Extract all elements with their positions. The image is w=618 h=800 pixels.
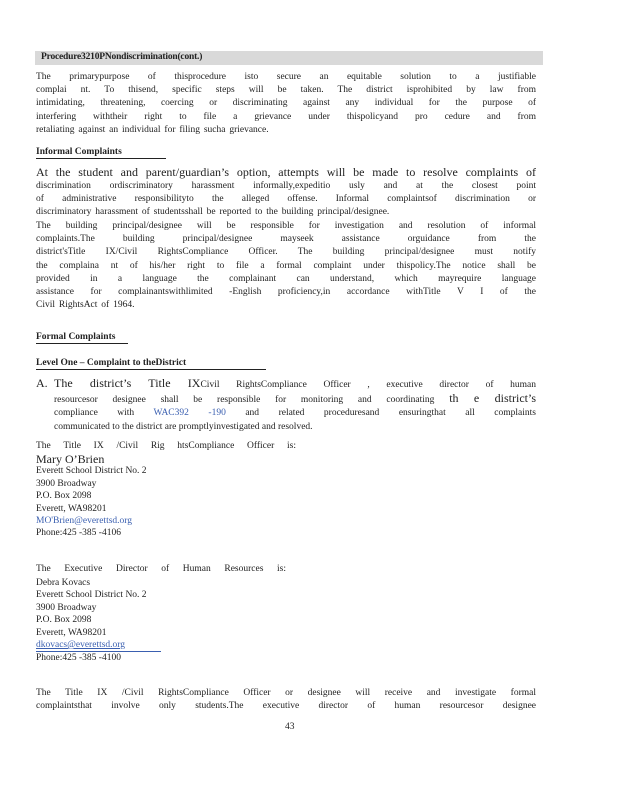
officer-street: 3900 Broadway [36,478,97,489]
officer-org: Everett School District No. 2 [36,466,147,477]
item-a-line-2 [54,392,536,407]
informal-paragraph-2 [36,220,536,312]
hr-street: 3900 Broadway [36,602,97,613]
officer-po: P.O. Box 2098 [36,491,92,502]
hr-address [36,577,161,665]
informal2-line: complaints.The building principal/designee mayseek assistance orguidance from the [36,234,536,245]
formal-complaints-heading: Formal Complaints [36,332,128,344]
intro-line: retaliating against an individual for filing sucha grievance. [36,124,269,135]
intro-line: intimidating, threatening, coercing or discriminating against any individual for the purpose of [36,98,536,109]
officer-email-link[interactable]: MO'Brien@everettsd.org [36,516,133,527]
hr-po: P.O. Box 2098 [36,615,92,626]
officer-name: Mary O’Brien [36,452,105,466]
intro-line: interfering withtheir right to file a grievance under thispolicyand pro cedure and from [36,111,536,122]
item-a-line-4: communicated to the district are promptlyinvestigated and resolved. [54,421,313,432]
closing-line: The Title IX /Civil RightsCompliance Officer or designee will receive and investigate formal [36,688,536,698]
item-a-line-1-rest: Civil RightsCompliance Officer , executive director of human [200,380,536,390]
informal2-line: provided in a language the complainant can understand, which mayrequire language [36,273,536,284]
intro-line: The primarypurpose of thisprocedure isto secure an equitable solution to a justifiable [36,72,536,82]
intro-line: complai nt. To thisend, specific steps will be taken. The district isprohibited by law from [36,85,536,96]
hr-intro-line: The Executive Director of Human Resources is: [36,564,286,574]
hr-email-link[interactable]: dkovacs@everettsd.org [36,640,126,651]
informal2-line: district'sTitle IX/Civil RightsCompliance Officer. The building principal/designee must notify [36,247,536,258]
item-a [36,377,536,434]
closing-paragraph [36,687,536,713]
hr-city: Everett, WA98201 [36,627,107,638]
informal2-line: The building principal/designee will be responsible for investigation and resolution of informal [36,221,536,231]
hr-intro [36,563,286,576]
officer-intro-line: The Title IX /Civil Rig htsCompliance Officer is: [36,441,296,451]
informal-paragraph [36,165,536,220]
intro-paragraph [36,71,536,137]
officer-phone: Phone:425 -385 -4106 [36,528,121,539]
informal-line: discrimination ordiscriminatory harassment informally,expeditio usly and at the closest point [36,181,536,191]
officer-city: Everett, WA98201 [36,503,107,514]
informal-complaints-heading: Informal Complaints [36,147,166,159]
page-number: 43 [285,722,295,732]
procedure-header: Procedure3210PNondiscrimination(cont.) [41,52,203,62]
wac-link[interactable]: WAC392 -190 [153,408,226,419]
informal-line: discriminatory harassment of studentsshall be reported to the building principal/designee. [36,207,390,218]
closing-line: complaintsthat involve only students.The executive director of human resourcesor designee [36,701,536,712]
hr-name: Debra Kovacs [36,578,91,588]
hr-phone: Phone:425 -385 -4100 [36,651,161,664]
officer-address [36,453,147,540]
item-a-line-2-big: th e district’s [449,392,536,406]
item-a-line-3-post: and related proceduresand ensuringthat all complaints [245,408,536,419]
item-a-line-1 [54,377,536,392]
hr-org: Everett School District No. 2 [36,590,147,601]
informal-line: of administrative responsibilityto the alleged offense. Informal complaintsof discrimination or [36,194,536,205]
item-a-line-2-text: resourcesor designee shall be responsible for monitoring and coordinating [54,395,435,406]
informal2-line: the complaina nt of his/her right to file a formal complaint under thispolicy.The notice shall be [36,260,536,271]
level-one-heading: Level One – Complaint to theDistrict [36,358,266,370]
item-a-line-3 [54,407,536,420]
item-a-big-text: The district’s Title IX [54,377,201,390]
informal2-line: assistance for complainantswithlimited -English proficiency,in accordance withTitle V I of the [36,287,536,298]
item-a-marker: A. [36,376,48,390]
informal2-line: Civil RightsAct of 1964. [36,300,135,311]
item-a-line-3-pre: compliance with [54,408,135,419]
informal-big-line: At the student and parent/guardian’s option, attempts will be made to resolve complaints of [36,165,536,179]
